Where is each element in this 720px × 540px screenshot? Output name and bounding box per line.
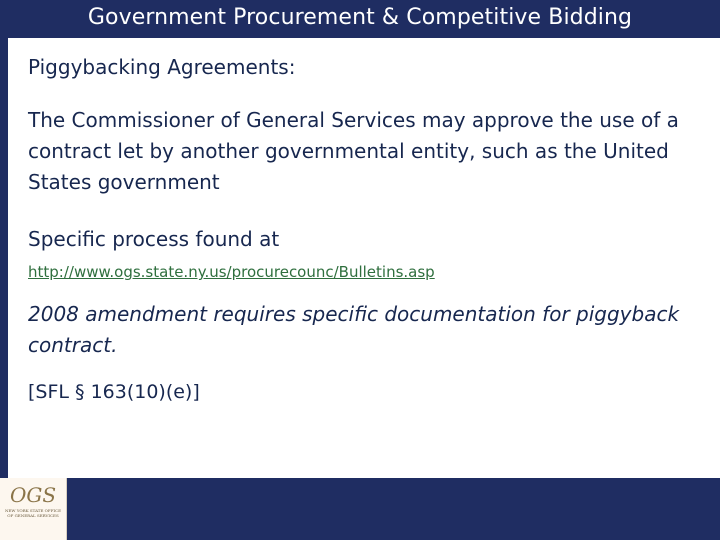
left-accent-stripe bbox=[0, 38, 8, 478]
statute-citation: [SFL § 163(10)(e)] bbox=[28, 381, 200, 403]
ogs-seal-icon bbox=[0, 478, 66, 512]
process-label: Specific process found at bbox=[28, 227, 280, 251]
bottom-bar bbox=[0, 478, 720, 540]
slide-content bbox=[28, 52, 694, 408]
section-heading: Piggybacking Agreements: bbox=[28, 55, 296, 79]
agency-logo bbox=[0, 478, 67, 540]
ogs-bulletins-link[interactable]: http://www.ogs.state.ny.us/procurecounc/Bulletins.asp bbox=[28, 263, 435, 281]
amendment-note: 2008 amendment requires specific documentation for piggyback contract. bbox=[28, 302, 680, 357]
logo-caption: NEW YORK STATE OFFICE OF GENERAL SERVICES bbox=[4, 508, 62, 518]
page-title: Government Procurement & Competitive Bidding bbox=[87, 5, 633, 30]
svg-text:OGS: OGS bbox=[9, 483, 57, 507]
body-paragraph: The Commissioner of General Services may approve the use of a contract let by another governmental entity, such as the United States government bbox=[28, 108, 679, 194]
